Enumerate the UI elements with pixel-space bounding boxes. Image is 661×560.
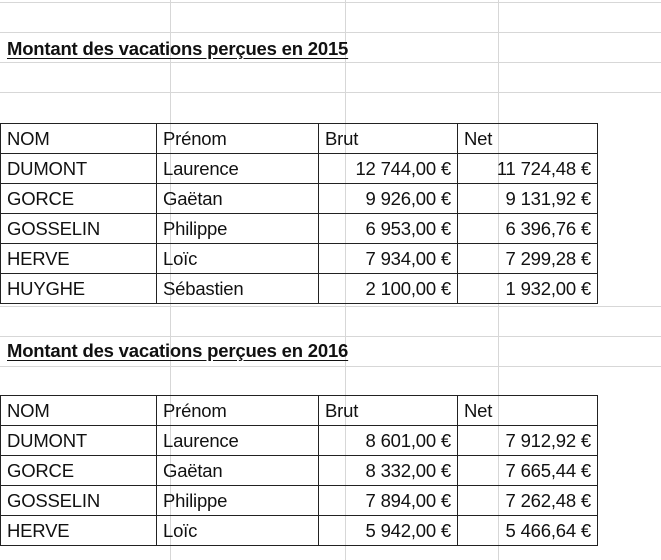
table-title-2015: Montant des vacations perçues en 2015 [7,38,349,59]
header-net[interactable]: Net [458,396,598,426]
cell-net[interactable]: 11 724,48 € [458,154,598,184]
cell-net[interactable]: 7 299,28 € [458,244,598,274]
gridline [0,32,661,33]
cell-brut[interactable]: 7 894,00 € [319,486,458,516]
cell-brut[interactable]: 6 953,00 € [319,214,458,244]
cell-brut[interactable]: 7 934,00 € [319,244,458,274]
cell-net[interactable]: 9 131,92 € [458,184,598,214]
cell-brut[interactable]: 9 926,00 € [319,184,458,214]
header-nom[interactable]: NOM [1,396,157,426]
cell-prenom[interactable]: Philippe [157,214,319,244]
header-net[interactable]: Net [458,124,598,154]
vacations-table-2015 [0,123,598,304]
cell-prenom[interactable]: Laurence [157,426,319,456]
header-prenom[interactable]: Prénom [157,124,319,154]
cell-prenom[interactable]: Laurence [157,154,319,184]
table-row [1,214,598,244]
cell-net[interactable]: 6 396,76 € [458,214,598,244]
cell-nom[interactable]: DUMONT [1,426,157,456]
cell-nom[interactable]: GORCE [1,184,157,214]
cell-prenom[interactable]: Gaëtan [157,456,319,486]
vacations-table-2016 [0,395,598,546]
cell-brut[interactable]: 8 332,00 € [319,456,458,486]
cell-nom[interactable]: GOSSELIN [1,486,157,516]
table-row [1,184,598,214]
header-row [1,396,598,426]
cell-brut[interactable]: 5 942,00 € [319,516,458,546]
cell-net[interactable]: 7 665,44 € [458,456,598,486]
header-row [1,124,598,154]
cell-nom[interactable]: HERVE [1,244,157,274]
cell-net[interactable]: 7 912,92 € [458,426,598,456]
table-title-2016: Montant des vacations perçues en 2016 [7,340,349,361]
cell-brut[interactable]: 2 100,00 € [319,274,458,304]
table-row [1,274,598,304]
header-brut[interactable]: Brut [319,396,458,426]
cell-nom[interactable]: GORCE [1,456,157,486]
gridline [0,366,661,367]
cell-brut[interactable]: 8 601,00 € [319,426,458,456]
cell-prenom[interactable]: Loïc [157,244,319,274]
cell-nom[interactable]: DUMONT [1,154,157,184]
cell-net[interactable]: 5 466,64 € [458,516,598,546]
table-row [1,244,598,274]
header-prenom[interactable]: Prénom [157,396,319,426]
header-brut[interactable]: Brut [319,124,458,154]
cell-prenom[interactable]: Philippe [157,486,319,516]
table-row [1,154,598,184]
cell-prenom[interactable]: Loïc [157,516,319,546]
cell-prenom[interactable]: Sébastien [157,274,319,304]
table-row [1,486,598,516]
gridline [0,92,661,93]
cell-nom[interactable]: HERVE [1,516,157,546]
cell-brut[interactable]: 12 744,00 € [319,154,458,184]
table-row [1,456,598,486]
cell-nom[interactable]: HUYGHE [1,274,157,304]
cell-net[interactable]: 1 932,00 € [458,274,598,304]
cell-nom[interactable]: GOSSELIN [1,214,157,244]
table-row [1,516,598,546]
gridline [0,62,661,63]
header-nom[interactable]: NOM [1,124,157,154]
table-row [1,426,598,456]
gridline [0,336,661,337]
cell-net[interactable]: 7 262,48 € [458,486,598,516]
gridline [0,2,661,3]
cell-prenom[interactable]: Gaëtan [157,184,319,214]
gridline [0,306,661,307]
